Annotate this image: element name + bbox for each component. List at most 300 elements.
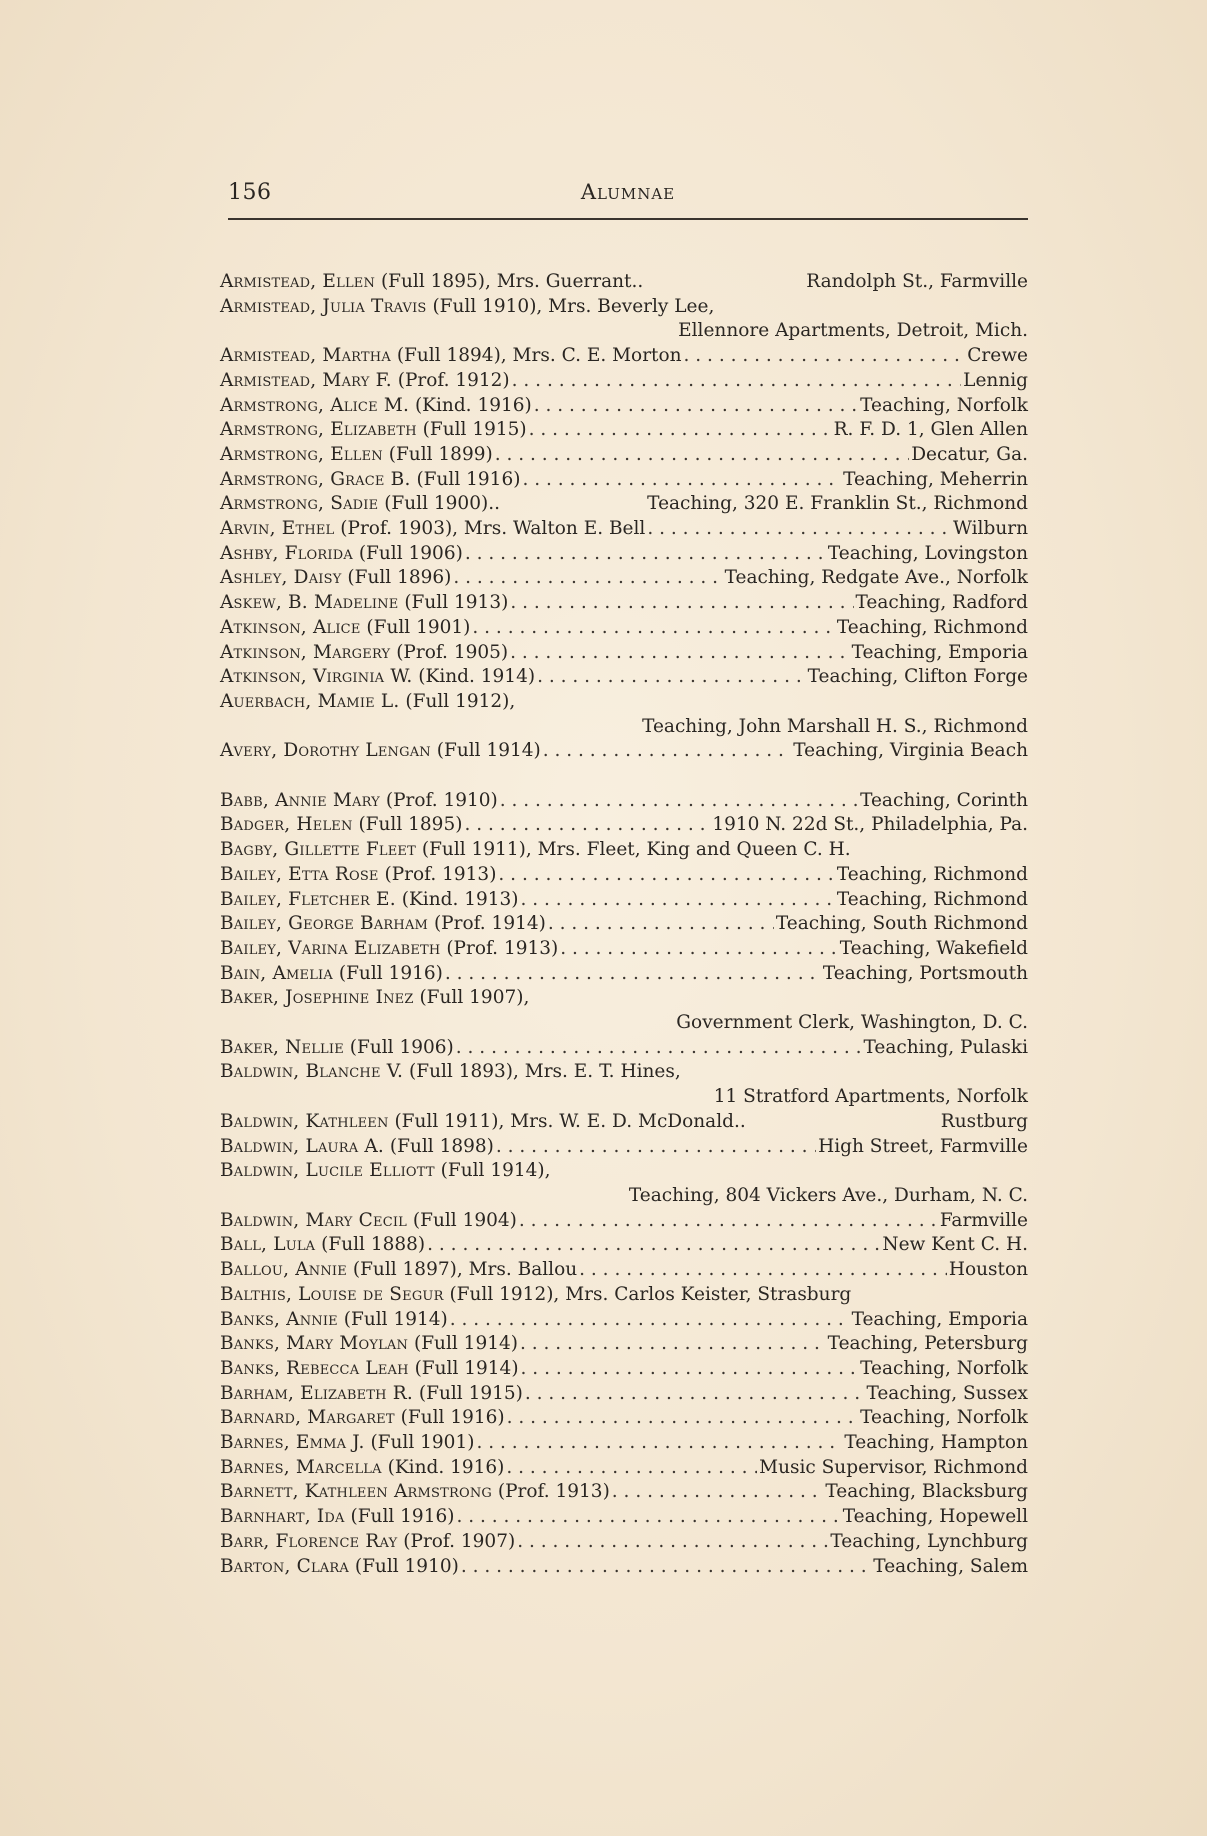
dot-leader (521, 888, 835, 913)
list-item (220, 1456, 1028, 1481)
alumna-name: Arvin, Ethel (220, 518, 335, 540)
dot-leader (684, 344, 966, 369)
alumna-name: Ashby, Florida (220, 542, 353, 564)
entry-left (220, 1283, 851, 1308)
entry-line (220, 1159, 1028, 1184)
entry-left (220, 937, 558, 962)
dot-leader (537, 665, 806, 690)
alumna-name: Baker, Nellie (220, 1036, 344, 1058)
entry-line (220, 1530, 1028, 1555)
entry-detail: (Prof. 1913) (384, 863, 497, 885)
entry-left (220, 1505, 454, 1530)
entry-location: Teaching, Norfolk (860, 1357, 1028, 1379)
dot-leader (500, 789, 858, 814)
dot-leader (495, 443, 910, 468)
entry-location: Teaching, South Richmond (775, 913, 1028, 935)
list-item (220, 962, 1028, 987)
dot-leader (498, 863, 834, 888)
entry-line (220, 542, 1028, 567)
list-item (220, 1209, 1028, 1234)
dot-leader (465, 542, 826, 567)
dot-leader (519, 1209, 938, 1234)
entry-location: Teaching, Meherrin (843, 468, 1028, 490)
list-item (220, 591, 1028, 616)
entry-line (220, 813, 1028, 838)
alumna-name: Ballou, Annie (220, 1259, 347, 1281)
alumna-name: Barton, Clara (220, 1555, 349, 1577)
entry-location: Teaching, Norfolk (860, 394, 1028, 416)
alumna-name: Bailey, Fletcher E. (220, 888, 396, 910)
entry-detail: (Kind. 1914) (418, 666, 536, 688)
entry-detail: (Full 1913) (404, 592, 509, 614)
entry-line (220, 1110, 1028, 1135)
alumna-name: Bailey, Etta Rose (220, 863, 379, 885)
entry-left (220, 1209, 517, 1234)
alumna-name: Armistead, Julia Travis (220, 295, 427, 317)
entry-line (220, 641, 1028, 666)
entry-line (220, 1456, 1028, 1481)
entry-line (220, 1555, 1028, 1580)
list-item (220, 739, 1028, 764)
entry-left (220, 1060, 681, 1085)
entry-detail: (Full 1897), Mrs. Ballou (352, 1259, 578, 1281)
entry-detail: (Full 1901) (366, 616, 471, 638)
entry-location: Rustburg (940, 1110, 1028, 1132)
entry-line (220, 492, 1028, 517)
dot-leader (548, 912, 774, 937)
entry-detail: (Prof. 1907) (403, 1530, 516, 1552)
list-item (220, 418, 1028, 443)
alumna-name: Barnard, Margaret (220, 1407, 395, 1429)
entry-line (220, 1332, 1028, 1357)
alumna-name: Barnhart, Ida (220, 1506, 345, 1528)
entry-location: Teaching, Redgate Ave., Norfolk (724, 567, 1028, 589)
list-item (220, 1135, 1028, 1160)
entry-left (220, 962, 443, 987)
dot-leader (647, 517, 951, 542)
entry-left (220, 468, 520, 493)
entry-left (220, 1110, 734, 1135)
dot-leader (579, 1258, 947, 1283)
list-item (220, 813, 1028, 838)
entry-location: Teaching, 320 E. Franklin St., Richmond (647, 493, 1028, 515)
entry-line (220, 690, 1028, 715)
dot-leader (472, 616, 834, 641)
header-rule (228, 218, 1028, 220)
entry-location: Teaching, Sussex (866, 1382, 1028, 1404)
dot-leader (520, 1332, 826, 1357)
entry-location: Farmville (939, 1209, 1028, 1231)
list-item (220, 1159, 1028, 1208)
list-item (220, 641, 1028, 666)
entry-left (220, 394, 532, 419)
entry-detail: (Full 1914) (414, 1357, 519, 1379)
entry-line (220, 1060, 1028, 1085)
entry-line (220, 986, 1028, 1011)
dot-leader (456, 1036, 862, 1061)
entry-line (220, 517, 1028, 542)
entry-location: High Street, Farmville (818, 1135, 1028, 1157)
entry-location: Teaching, John Marshall H. S., Richmond (642, 715, 1028, 737)
entry-left (220, 1036, 454, 1061)
dot-leader (464, 813, 710, 838)
entry-left (220, 1456, 504, 1481)
entry-detail: (Full 1898) (389, 1135, 494, 1157)
entry-location: New Kent C. H. (882, 1234, 1028, 1256)
alumna-name: Baldwin, Blanche V. (220, 1061, 404, 1083)
entry-detail: (Full 1901) (370, 1432, 475, 1454)
entry-left (220, 789, 498, 814)
alumna-name: Badger, Helen (220, 814, 353, 836)
entry-detail: (Full 1911), Mrs. W. E. D. McDonald (394, 1110, 734, 1132)
entry-detail: (Full 1914), (440, 1160, 551, 1182)
list-item (220, 789, 1028, 814)
entry-detail: (Prof. 1903), Mrs. Walton E. Bell (340, 518, 646, 540)
entry-line (220, 1258, 1028, 1283)
list-item (220, 492, 1028, 517)
entry-joiner: .. (631, 271, 644, 292)
entry-detail: (Full 1912), (405, 690, 516, 712)
dot-leader (543, 739, 792, 764)
entry-line (220, 1036, 1028, 1061)
entry-left (220, 369, 510, 394)
entry-line (220, 1406, 1028, 1431)
dot-leader (453, 566, 722, 591)
entry-location: R. F. D. 1, Glen Allen (833, 419, 1028, 441)
entry-left (220, 1480, 610, 1505)
alumna-name: Bailey, George Barham (220, 913, 429, 935)
entry-detail: (Prof. 1913) (446, 937, 559, 959)
entry-line (220, 739, 1028, 764)
entry-detail: (Full 1907), (419, 987, 530, 1009)
alumna-name: Armistead, Ellen (220, 271, 376, 292)
alumna-name: Avery, Dorothy Lengan (220, 740, 431, 762)
list-item (220, 1283, 1028, 1308)
alumna-name: Askew, B. Madeline (220, 592, 399, 614)
entry-line (220, 937, 1028, 962)
entry-detail: (Full 1916) (400, 1407, 505, 1429)
entry-detail: (Full 1915) (418, 1382, 523, 1404)
list-item (220, 295, 1028, 344)
list-item (220, 1555, 1028, 1580)
entry-left (220, 443, 493, 468)
dot-leader (445, 962, 821, 987)
entry-location: Music Supervisor, Richmond (759, 1456, 1028, 1478)
alumna-name: Baker, Josephine Inez (220, 987, 414, 1009)
entry-left (220, 1357, 519, 1382)
list-item (220, 1530, 1028, 1555)
entry-detail: (Prof. 1905) (396, 641, 509, 663)
entry-location: Teaching, Richmond (836, 863, 1028, 885)
entry-line (220, 888, 1028, 913)
entry-line (220, 1480, 1028, 1505)
entry-detail: (Full 1916) (338, 962, 443, 984)
list-item (220, 616, 1028, 641)
list-item (220, 566, 1028, 591)
entry-detail: (Full 1894), Mrs. C. E. Morton (396, 345, 682, 367)
entry-left (220, 1308, 448, 1333)
dot-leader (476, 1431, 842, 1456)
entry-left (220, 1258, 577, 1283)
entry-left (220, 1332, 518, 1357)
dot-leader (522, 468, 841, 493)
alumna-name: Barnes, Emma J. (220, 1432, 365, 1454)
entry-joiner: .. (488, 493, 500, 515)
entry-location: Teaching, Pulaski (863, 1036, 1028, 1058)
alumna-name: Atkinson, Virginia W. (220, 666, 413, 688)
entry-left (220, 1382, 523, 1407)
entry-line (220, 1233, 1028, 1258)
page-header (228, 180, 1028, 216)
entry-left (220, 739, 541, 764)
entry-detail: (Full 1900) (384, 493, 489, 515)
entry-left (220, 863, 496, 888)
entry-left (220, 517, 645, 542)
dot-leader (560, 937, 838, 962)
list-item (220, 542, 1028, 567)
entry-line (220, 369, 1028, 394)
entry-left (220, 690, 515, 715)
alumna-name: Bagby, Gillette Fleet (220, 839, 416, 861)
entry-left (220, 888, 519, 913)
alumnae-list (220, 270, 1028, 1579)
list-item (220, 1406, 1028, 1431)
entry-detail: (Prof. 1913) (497, 1481, 610, 1503)
entry-detail: (Full 1888) (321, 1234, 426, 1256)
entry-location: Teaching, Salem (873, 1555, 1028, 1577)
entry-line (220, 591, 1028, 616)
entry-detail: (Prof. 1912) (397, 369, 510, 391)
entry-location: Teaching, Norfolk (860, 1407, 1028, 1429)
dot-leader (534, 394, 858, 419)
section-gap (220, 764, 1028, 789)
entry-location: Randolph St., Farmville (806, 271, 1028, 292)
entry-location: Decatur, Ga. (911, 443, 1028, 465)
entry-location: Teaching, Hampton (844, 1432, 1028, 1454)
entry-left (220, 1233, 425, 1258)
entry-location: Teaching, Petersburg (827, 1333, 1028, 1355)
list-item (220, 443, 1028, 468)
entry-line (220, 838, 1028, 863)
entry-line (220, 1505, 1028, 1530)
entry-left (220, 566, 451, 591)
entry-line (220, 566, 1028, 591)
entry-location: Teaching, Blacksburg (825, 1481, 1028, 1503)
dot-leader (461, 1555, 871, 1580)
alumna-name: Balthis, Louise de Segur (220, 1283, 444, 1305)
entry-line (220, 1283, 1028, 1308)
alumna-name: Barr, Florence Ray (220, 1530, 398, 1552)
alumna-name: Barnes, Marcella (220, 1456, 382, 1478)
entry-location: Teaching, Portsmouth (822, 962, 1028, 984)
entry-location: Teaching, Richmond (836, 616, 1028, 638)
alumna-name: Barham, Elizabeth R. (220, 1382, 414, 1404)
entry-detail: (Full 1916) (350, 1506, 455, 1528)
entry-detail: (Prof. 1914) (433, 913, 546, 935)
list-item (220, 1431, 1028, 1456)
running-title: Alumnae (580, 180, 676, 204)
list-item (220, 1110, 1028, 1135)
entry-left (220, 838, 851, 863)
entry-left (220, 542, 463, 567)
entry-line (220, 443, 1028, 468)
entry-line (220, 863, 1028, 888)
alumna-name: Armstrong, Sadie (220, 493, 379, 515)
entry-detail: (Full 1910) (354, 1555, 459, 1577)
alumna-name: Auerbach, Mamie L. (220, 690, 400, 712)
entry-line (220, 1209, 1028, 1234)
alumna-name: Bailey, Varina Elizabeth (220, 937, 441, 959)
alumna-name: Baldwin, Mary Cecil (220, 1209, 408, 1231)
entry-line (220, 344, 1028, 369)
entry-left (220, 665, 535, 690)
entry-detail: (Kind. 1916) (414, 394, 532, 416)
alumna-name: Bain, Amelia (220, 962, 333, 984)
entry-left (220, 591, 508, 616)
entry-detail: (Full 1899) (388, 443, 493, 465)
entry-detail: (Full 1895) (358, 814, 463, 836)
entry-location: Teaching, Richmond (836, 888, 1028, 910)
alumna-name: Armstrong, Elizabeth (220, 419, 417, 441)
alumna-name: Armstrong, Grace B. (220, 468, 411, 490)
alumna-name: Baldwin, Laura A. (220, 1135, 384, 1157)
dot-leader (427, 1233, 880, 1258)
entry-location: Government Clerk, Washington, D. C. (676, 1012, 1028, 1034)
entry-line (220, 270, 1028, 295)
entry-line (220, 616, 1028, 641)
entry-location: Teaching, Virginia Beach (793, 740, 1028, 762)
entry-detail: (Full 1914) (414, 1333, 518, 1355)
entry-location: Wilburn (952, 518, 1028, 540)
dot-leader (525, 1382, 865, 1407)
entry-line (220, 1382, 1028, 1407)
dot-leader (450, 1308, 850, 1333)
entry-detail: (Full 1912), Mrs. Carlos Keister, Strasburg (449, 1283, 852, 1305)
alumna-name: Armistead, Mary F. (220, 369, 392, 391)
dot-leader (507, 1406, 859, 1431)
list-item (220, 344, 1028, 369)
list-item (220, 986, 1028, 1035)
list-item (220, 1505, 1028, 1530)
entry-location: 1910 N. 22d St., Philadelphia, Pa. (712, 814, 1028, 836)
entry-location: Lennig (963, 369, 1028, 391)
list-item (220, 394, 1028, 419)
list-item (220, 369, 1028, 394)
list-item (220, 1258, 1028, 1283)
entry-line (220, 295, 1028, 320)
entry-detail: (Full 1914) (436, 740, 541, 762)
list-item (220, 1308, 1028, 1333)
entry-location: Teaching, Lovingston (827, 542, 1028, 564)
entry-detail: (Kind. 1916) (387, 1456, 505, 1478)
entry-location: Crewe (967, 345, 1028, 367)
entry-detail: (Full 1895), Mrs. Guerrant (380, 271, 632, 292)
entry-detail: (Kind. 1913) (401, 888, 519, 910)
dot-leader (510, 591, 853, 616)
alumna-name: Atkinson, Margery (220, 641, 391, 663)
page-number: 156 (228, 180, 272, 205)
alumna-name: Ball, Lula (220, 1234, 316, 1256)
dot-leader (506, 1456, 757, 1481)
alumna-name: Armstrong, Alice M. (220, 394, 410, 416)
entry-line (220, 1308, 1028, 1333)
list-item (220, 937, 1028, 962)
list-item (220, 1036, 1028, 1061)
entry-left (220, 270, 631, 295)
list-item (220, 690, 1028, 739)
list-item (220, 1233, 1028, 1258)
list-item (220, 1357, 1028, 1382)
alumna-name: Ashley, Daisy (220, 567, 342, 589)
alumna-name: Baldwin, Lucile Elliott (220, 1160, 435, 1182)
entry-detail: (Full 1896) (347, 567, 452, 589)
dot-leader (521, 1357, 859, 1382)
dot-leader (456, 1505, 840, 1530)
entry-detail: (Full 1893), Mrs. E. T. Hines, (409, 1061, 681, 1083)
entry-detail: (Prof. 1910) (385, 789, 498, 811)
entry-location: 11 Stratford Apartments, Norfolk (713, 1086, 1028, 1108)
entry-location: Teaching, Corinth (860, 789, 1028, 811)
entry-line (220, 1431, 1028, 1456)
entry-left (220, 1135, 494, 1160)
entry-detail: (Full 1916) (416, 468, 521, 490)
entry-location: Teaching, Radford (855, 592, 1028, 614)
entry-detail: (Full 1910), Mrs. Beverly Lee, (432, 295, 715, 317)
entry-detail: (Full 1915) (422, 419, 527, 441)
list-item (220, 665, 1028, 690)
list-item (220, 912, 1028, 937)
entry-left (220, 813, 462, 838)
dot-leader (612, 1480, 824, 1505)
entry-left (220, 912, 546, 937)
entry-left (220, 344, 682, 369)
list-item (220, 1332, 1028, 1357)
entry-location: Ellennore Apartments, Detroit, Mich. (678, 320, 1028, 342)
entry-detail: (Full 1904) (412, 1209, 517, 1231)
entry-left (220, 1406, 505, 1431)
entry-detail: (Full 1906) (358, 542, 463, 564)
entry-line (220, 1135, 1028, 1160)
entry-left (220, 641, 508, 666)
alumna-name: Atkinson, Alice (220, 616, 361, 638)
alumna-name: Babb, Annie Mary (220, 789, 380, 811)
entry-location: Teaching, Lynchburg (830, 1530, 1028, 1552)
dot-leader (496, 1135, 816, 1160)
alumna-name: Banks, Rebecca Leah (220, 1357, 409, 1379)
entry-joiner: .. (733, 1110, 746, 1132)
alumna-name: Banks, Mary Moylan (220, 1333, 409, 1355)
entry-detail: (Full 1906) (349, 1036, 454, 1058)
entry-location: Teaching, Wakefield (839, 937, 1028, 959)
entry-left (220, 295, 714, 320)
list-item (220, 1480, 1028, 1505)
entry-detail: (Full 1911), Mrs. Fleet, King and Queen C. H. (421, 839, 851, 861)
entry-line (220, 468, 1028, 493)
entry-left (220, 1431, 474, 1456)
list-item (220, 863, 1028, 888)
entry-location: Teaching, Clifton Forge (807, 666, 1028, 688)
alumna-name: Armistead, Martha (220, 345, 391, 367)
alumna-name: Armstrong, Ellen (220, 443, 383, 465)
entry-location: Teaching, Emporia (851, 641, 1028, 663)
entry-left (220, 616, 470, 641)
entry-left (220, 986, 529, 1011)
entry-left (220, 1555, 459, 1580)
alumna-name: Banks, Annie (220, 1308, 338, 1330)
entry-line (220, 665, 1028, 690)
list-item (220, 468, 1028, 493)
entry-left (220, 492, 488, 517)
